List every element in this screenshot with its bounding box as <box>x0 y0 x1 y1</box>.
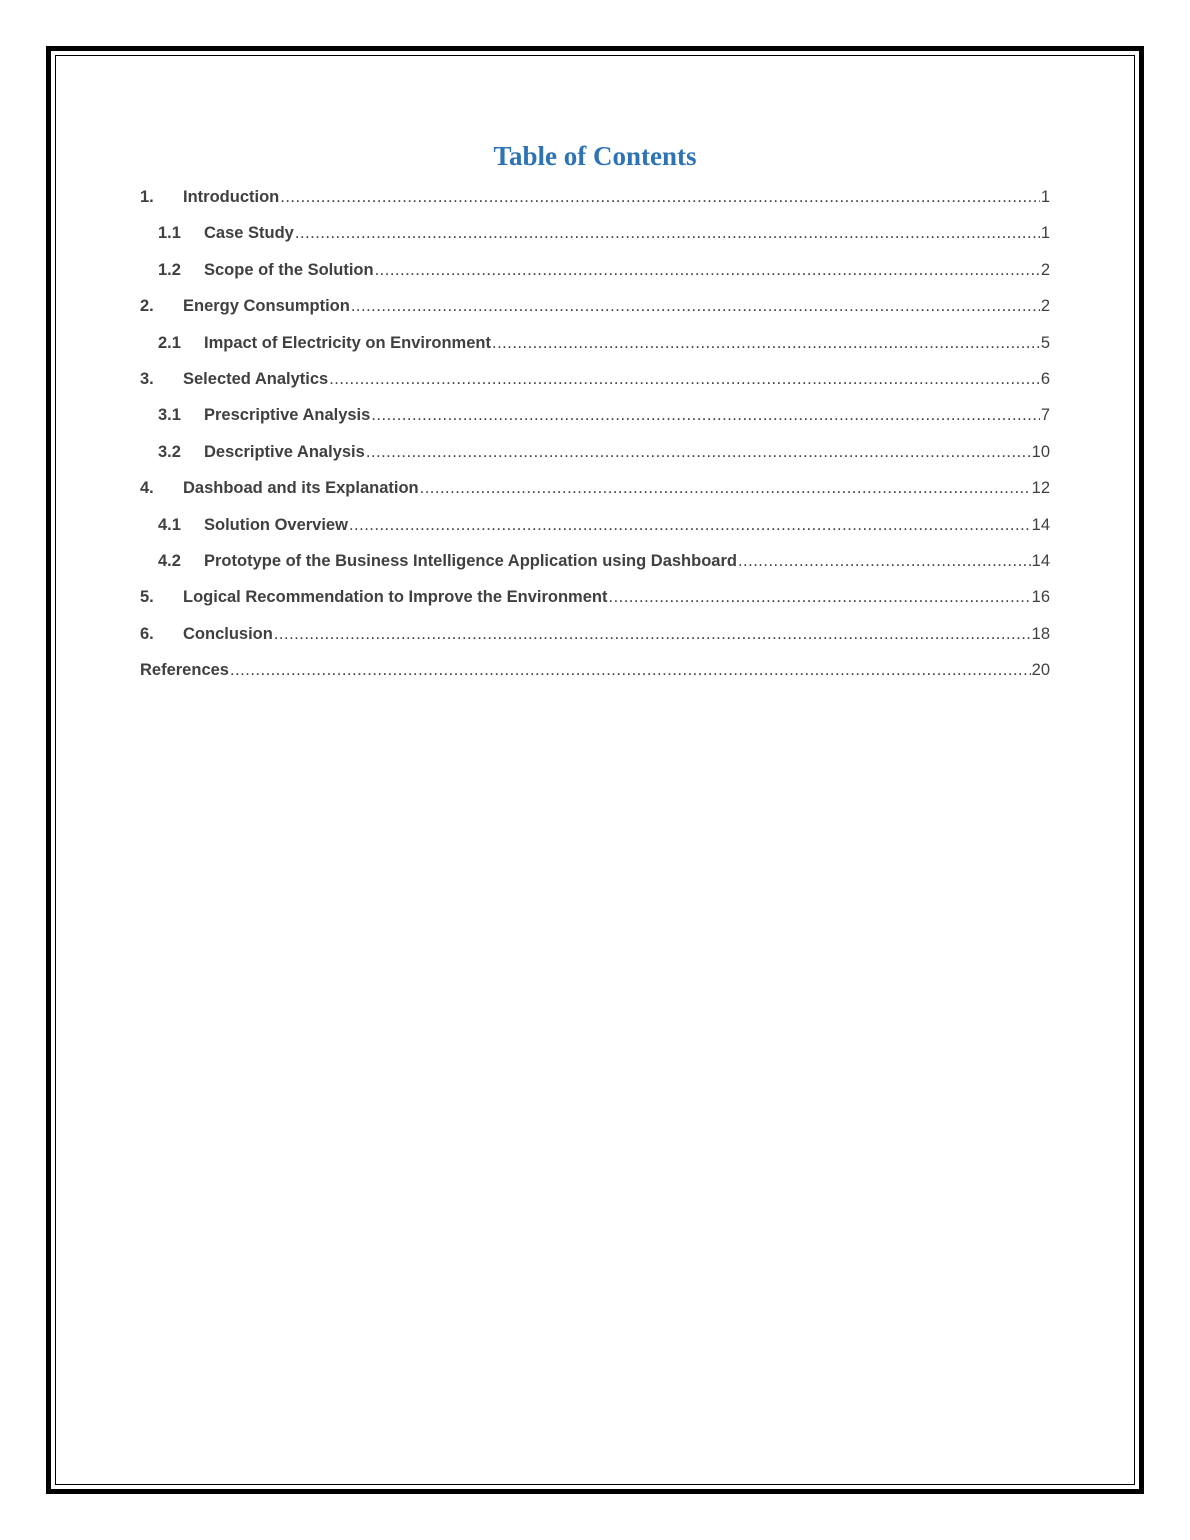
toc-entry-label: Energy Consumption <box>183 297 350 316</box>
toc-entry-scope-of-the-solution[interactable] <box>140 258 1050 294</box>
toc-entry-number: 6. <box>140 624 154 643</box>
toc-entry-number: 1.1 <box>158 224 181 243</box>
toc-entry-number: 2.1 <box>158 333 181 352</box>
toc-dot-leader <box>274 622 1031 646</box>
toc-entry-page: 20 <box>1031 661 1050 680</box>
toc-entry-number: 5. <box>140 588 154 607</box>
toc-dot-leader <box>375 258 1040 282</box>
toc-entry-number: 1. <box>140 188 154 206</box>
toc-entry-logical-recommendation[interactable] <box>140 585 1050 621</box>
toc-entry-label: Impact of Electricity on Environment <box>204 333 491 352</box>
toc-dot-leader <box>295 221 1040 245</box>
toc-entry-references[interactable] <box>140 658 1050 694</box>
toc-entry-label: Prototype of the Business Intelligence Application using Dashboard <box>204 551 737 570</box>
toc-entry-label: Selected Analytics <box>183 369 329 388</box>
toc-entry-energy-consumption[interactable] <box>140 294 1050 330</box>
toc-entry-prototype-bi-application[interactable] <box>140 549 1050 585</box>
toc-entry-page: 14 <box>1031 515 1050 534</box>
toc-entry-solution-overview[interactable] <box>140 513 1050 549</box>
toc-entry-label: Case Study <box>204 224 294 243</box>
toc-dot-leader <box>608 585 1030 609</box>
toc-dot-leader <box>492 331 1040 355</box>
toc-entry-number: 2. <box>140 297 154 316</box>
toc-entry-label: Dashboad and its Explanation <box>183 479 419 498</box>
toc-dot-leader <box>230 658 1031 682</box>
toc-entry-page: 12 <box>1031 479 1050 498</box>
toc-entry-label: Descriptive Analysis <box>204 442 365 461</box>
toc-entry-label: References <box>140 661 229 680</box>
toc-entry-page: 18 <box>1031 624 1050 643</box>
toc-entry-number: 3. <box>140 369 154 388</box>
toc-entry-label: Introduction <box>183 188 280 206</box>
toc-entry-page: 16 <box>1031 588 1050 607</box>
toc-entry-label: Logical Recommendation to Improve the Environment <box>183 588 608 607</box>
toc-entry-page: 1 <box>1040 188 1050 206</box>
toc-entry-number: 1.2 <box>158 260 181 279</box>
toc-entry-label: Prescriptive Analysis <box>204 406 371 425</box>
toc-entry-descriptive-analysis[interactable] <box>140 440 1050 476</box>
table-of-contents <box>140 185 1050 694</box>
toc-entry-page: 10 <box>1031 442 1050 461</box>
toc-entry-number: 3.1 <box>158 406 181 425</box>
toc-entry-prescriptive-analysis[interactable] <box>140 403 1050 439</box>
toc-dot-leader <box>329 367 1040 391</box>
toc-entry-label: Conclusion <box>183 624 273 643</box>
toc-entry-dashboard-explanation[interactable] <box>140 476 1050 512</box>
toc-entry-number: 3.2 <box>158 442 181 461</box>
toc-entry-number: 4.1 <box>158 515 181 534</box>
toc-entry-case-study[interactable] <box>140 221 1050 257</box>
toc-dot-leader <box>371 403 1039 427</box>
toc-entry-introduction[interactable] <box>140 185 1050 221</box>
toc-title: Table of Contents <box>493 141 697 171</box>
toc-dot-leader <box>420 476 1031 500</box>
toc-entry-page: 5 <box>1040 333 1050 352</box>
toc-entry-page: 7 <box>1040 406 1050 425</box>
toc-entry-number: 4.2 <box>158 551 181 570</box>
toc-entry-label: Scope of the Solution <box>204 260 374 279</box>
toc-entry-page: 6 <box>1040 369 1050 388</box>
toc-entry-impact-of-electricity[interactable] <box>140 331 1050 367</box>
toc-dot-leader <box>351 294 1040 318</box>
toc-entry-label: Solution Overview <box>204 515 348 534</box>
toc-dot-leader <box>280 185 1040 209</box>
toc-entry-page: 14 <box>1031 551 1050 570</box>
toc-entry-conclusion[interactable] <box>140 622 1050 658</box>
toc-entry-page: 2 <box>1040 260 1050 279</box>
toc-entry-number: 4. <box>140 479 154 498</box>
toc-dot-leader <box>349 513 1031 537</box>
toc-dot-leader <box>738 549 1031 573</box>
toc-entry-page: 2 <box>1040 297 1050 316</box>
toc-entry-page: 1 <box>1040 224 1050 243</box>
toc-entry-selected-analytics[interactable] <box>140 367 1050 403</box>
toc-dot-leader <box>366 440 1031 464</box>
